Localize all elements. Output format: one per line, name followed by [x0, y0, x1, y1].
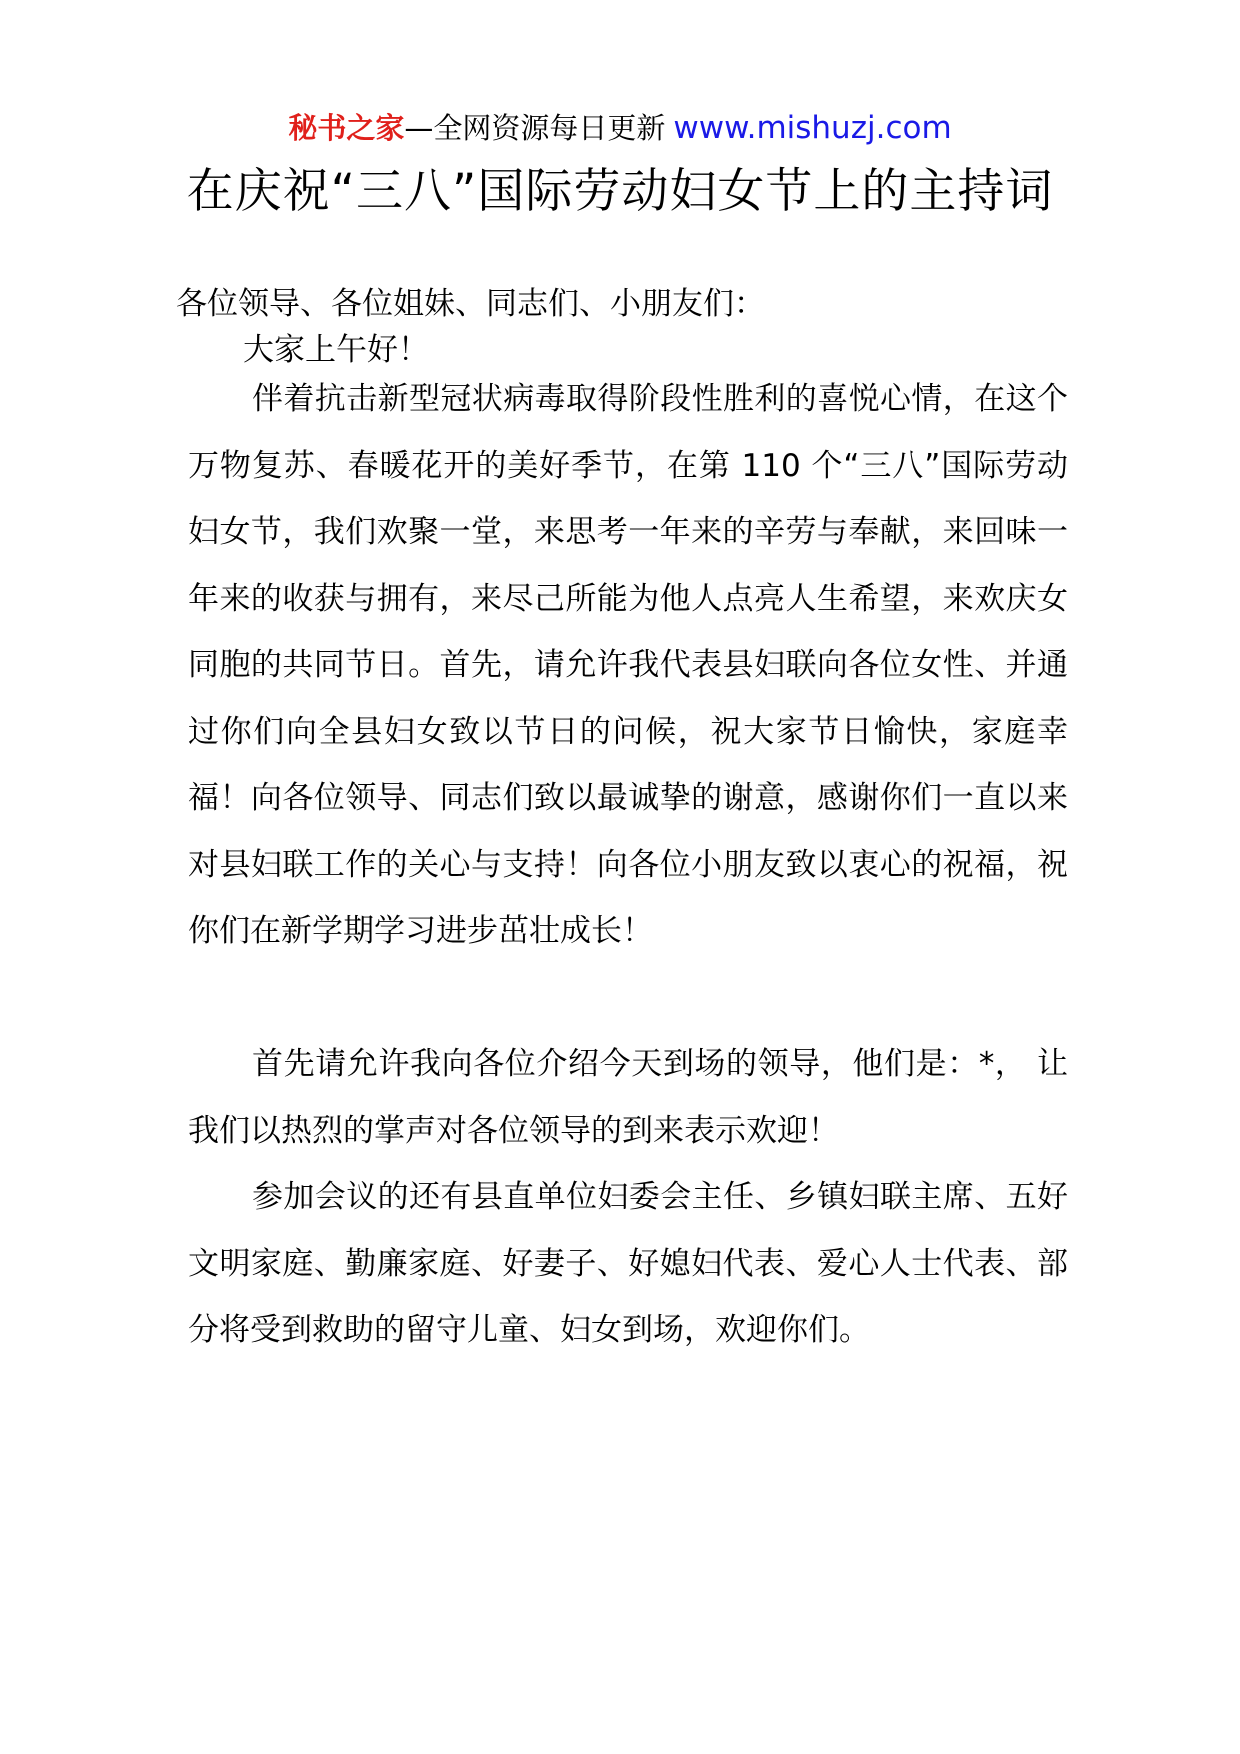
site-header: [0, 108, 1240, 148]
body-paragraph: 首先请允许我向各位介绍今天到场的领导，他们是：*， 让我们以热烈的掌声对各位领导的到来表示欢迎！: [188, 1046, 1068, 1149]
salutation-line: 各位领导、各位姐妹、同志们、小朋友们：: [176, 286, 765, 322]
body-paragraph: 伴着抗击新型冠状病毒取得阶段性胜利的喜悦心情，在这个万物复苏、春暖花开的美好季节，在第 110 个“三八”国际劳动妇女节，我们欢聚一堂，来思考一年来的辛劳与奉献，来回味一年来的收获与拥有，来尽己所能为他人点亮人生希望，来欢庆女同胞的共同节日。首先，请允许我代表县妇联向各位女性、并通过你们向全县妇女致以节日的问候，祝大家节日愉快，家庭幸福！向各位领导、同志们致以最诚挚的谢意，感谢你们一直以来对县妇联工作的关心与支持！向各位小朋友致以衷心的祝福，祝你们在新学期学习进步茁壮成长！: [188, 381, 1068, 949]
site-url-link[interactable]: www.mishuzj.com: [673, 110, 952, 146]
document-title: 在庆祝“三八”国际劳动妇女节上的主持词: [186, 164, 1054, 219]
greeting-line: 大家上午好！: [243, 332, 429, 368]
body-paragraph: 参加会议的还有县直单位妇委会主任、乡镇妇联主席、五好文明家庭、勤廉家庭、好妻子、好媳妇代表、爱心人士代表、部分将受到救助的留守儿童、妇女到场，欢迎你们。: [188, 1179, 1068, 1348]
header-tagline: —全网资源每日更新: [404, 111, 666, 145]
brand-name: 秘书之家: [288, 111, 405, 145]
